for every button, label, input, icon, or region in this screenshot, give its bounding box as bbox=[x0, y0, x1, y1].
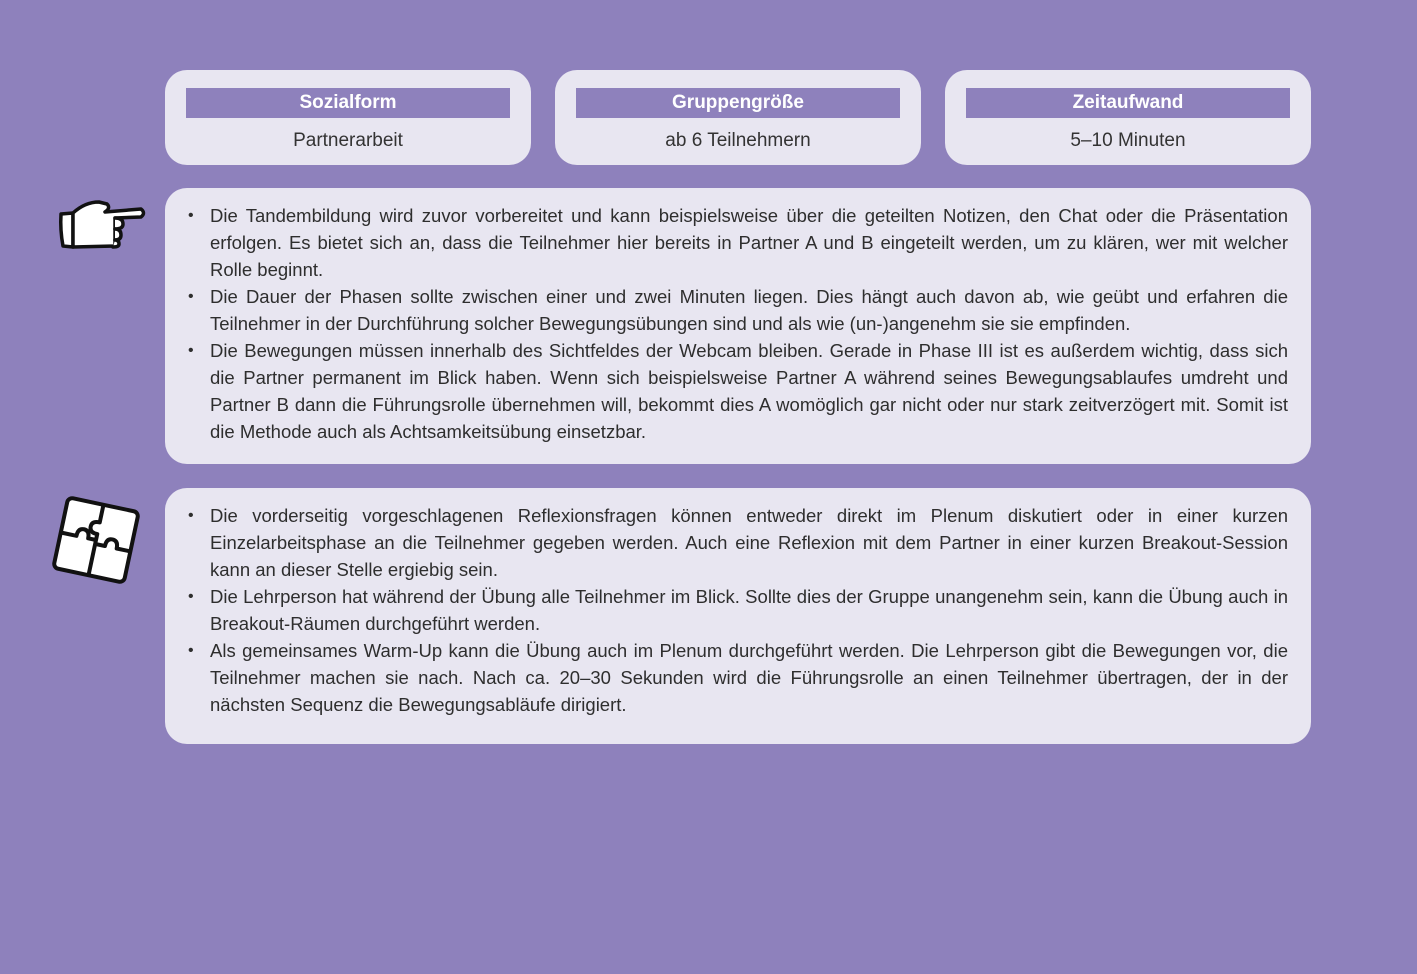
list-item bbox=[188, 502, 1288, 583]
info-card-zeitaufwand bbox=[945, 70, 1311, 165]
list-item-text: Die Tandembildung wird zuvor vorbereitet und kann beispielsweise über die geteilten Notizen, den Chat oder die Präsentation erfolgen. Es bietet sich an, dass die Teilnehmer hier bereits in Partner A und B eingeteilt werden, um zu klären, wer mit welcher Rolle beginnt. bbox=[210, 205, 1288, 280]
info-label-sozialform: Sozialform bbox=[186, 88, 510, 118]
list-item bbox=[188, 337, 1288, 445]
list-item bbox=[188, 202, 1288, 283]
list-item-text: Die Dauer der Phasen sollte zwischen einer und zwei Minuten liegen. Dies hängt auch davon ab, wie geübt und erfahren die Teilnehmer in der Durchführung solcher Bewegungsübungen sind und als wie (un-)angenehm sie sie empfinden. bbox=[210, 286, 1288, 334]
bullet: • bbox=[188, 588, 194, 605]
info-label-gruppengroesse: Gruppengröße bbox=[576, 88, 900, 118]
bullet: • bbox=[188, 642, 194, 659]
list-item-text: Die vorderseitig vorgeschlagenen Reflexionsfragen können entweder direkt im Plenum diskutiert oder in einer kurzen Einzelarbeitsphase an die Teilnehmer gegeben werden. Auch eine Reflexion mit dem Partner in einer kurzen Breakout-Session kann an dieser Stelle ergiebig sein. bbox=[210, 505, 1288, 580]
hints-list bbox=[188, 202, 1288, 445]
pointing-hand-icon bbox=[57, 196, 147, 259]
bullet: • bbox=[188, 342, 194, 359]
info-value-zeitaufwand: 5–10 Minuten bbox=[1070, 130, 1186, 151]
variations-list bbox=[188, 502, 1288, 718]
list-item bbox=[188, 583, 1288, 637]
list-item bbox=[188, 637, 1288, 718]
variations-card bbox=[165, 488, 1311, 744]
bullet: • bbox=[188, 207, 194, 224]
info-value-sozialform: Partnerarbeit bbox=[293, 130, 403, 151]
hints-card bbox=[165, 188, 1311, 464]
bullet: • bbox=[188, 507, 194, 524]
list-item bbox=[188, 283, 1288, 337]
info-card-sozialform bbox=[165, 70, 531, 165]
puzzle-icon bbox=[50, 494, 142, 591]
list-item-text: Die Lehrperson hat während der Übung alle Teilnehmer im Blick. Sollte dies der Gruppe unangenehm sein, kann die Übung auch in Breakout-Räumen durchgeführt werden. bbox=[210, 586, 1288, 634]
list-item-text: Als gemeinsames Warm-Up kann die Übung auch im Plenum durchgeführt werden. Die Lehrperson gibt die Bewegungen vor, die Teilnehmer machen sie nach. Nach ca. 20–30 Sekunden wird die Führungsrolle an einen Teilnehmer übertragen, der in der nächsten Sequenz die Bewegungsabläufe dirigiert. bbox=[210, 640, 1288, 715]
list-item-text: Die Bewegungen müssen innerhalb des Sichtfeldes der Webcam bleiben. Gerade in Phase III ist es außerdem wichtig, dass sich die Partner permanent im Blick haben. Wenn sich beispielsweise Partner A während seines Bewegungsablaufes umdreht und Partner B dann die Führungsrolle übernehmen will, bekommt dies A womöglich gar nicht oder nur stark zeitverzögert mit. Somit ist die Methode auch als Achtsamkeitsübung einsetzbar. bbox=[210, 340, 1288, 442]
info-label-zeitaufwand: Zeitaufwand bbox=[966, 88, 1290, 118]
bullet: • bbox=[188, 288, 194, 305]
info-value-gruppengroesse: ab 6 Teilnehmern bbox=[665, 130, 811, 151]
info-card-gruppengroesse bbox=[555, 70, 921, 165]
